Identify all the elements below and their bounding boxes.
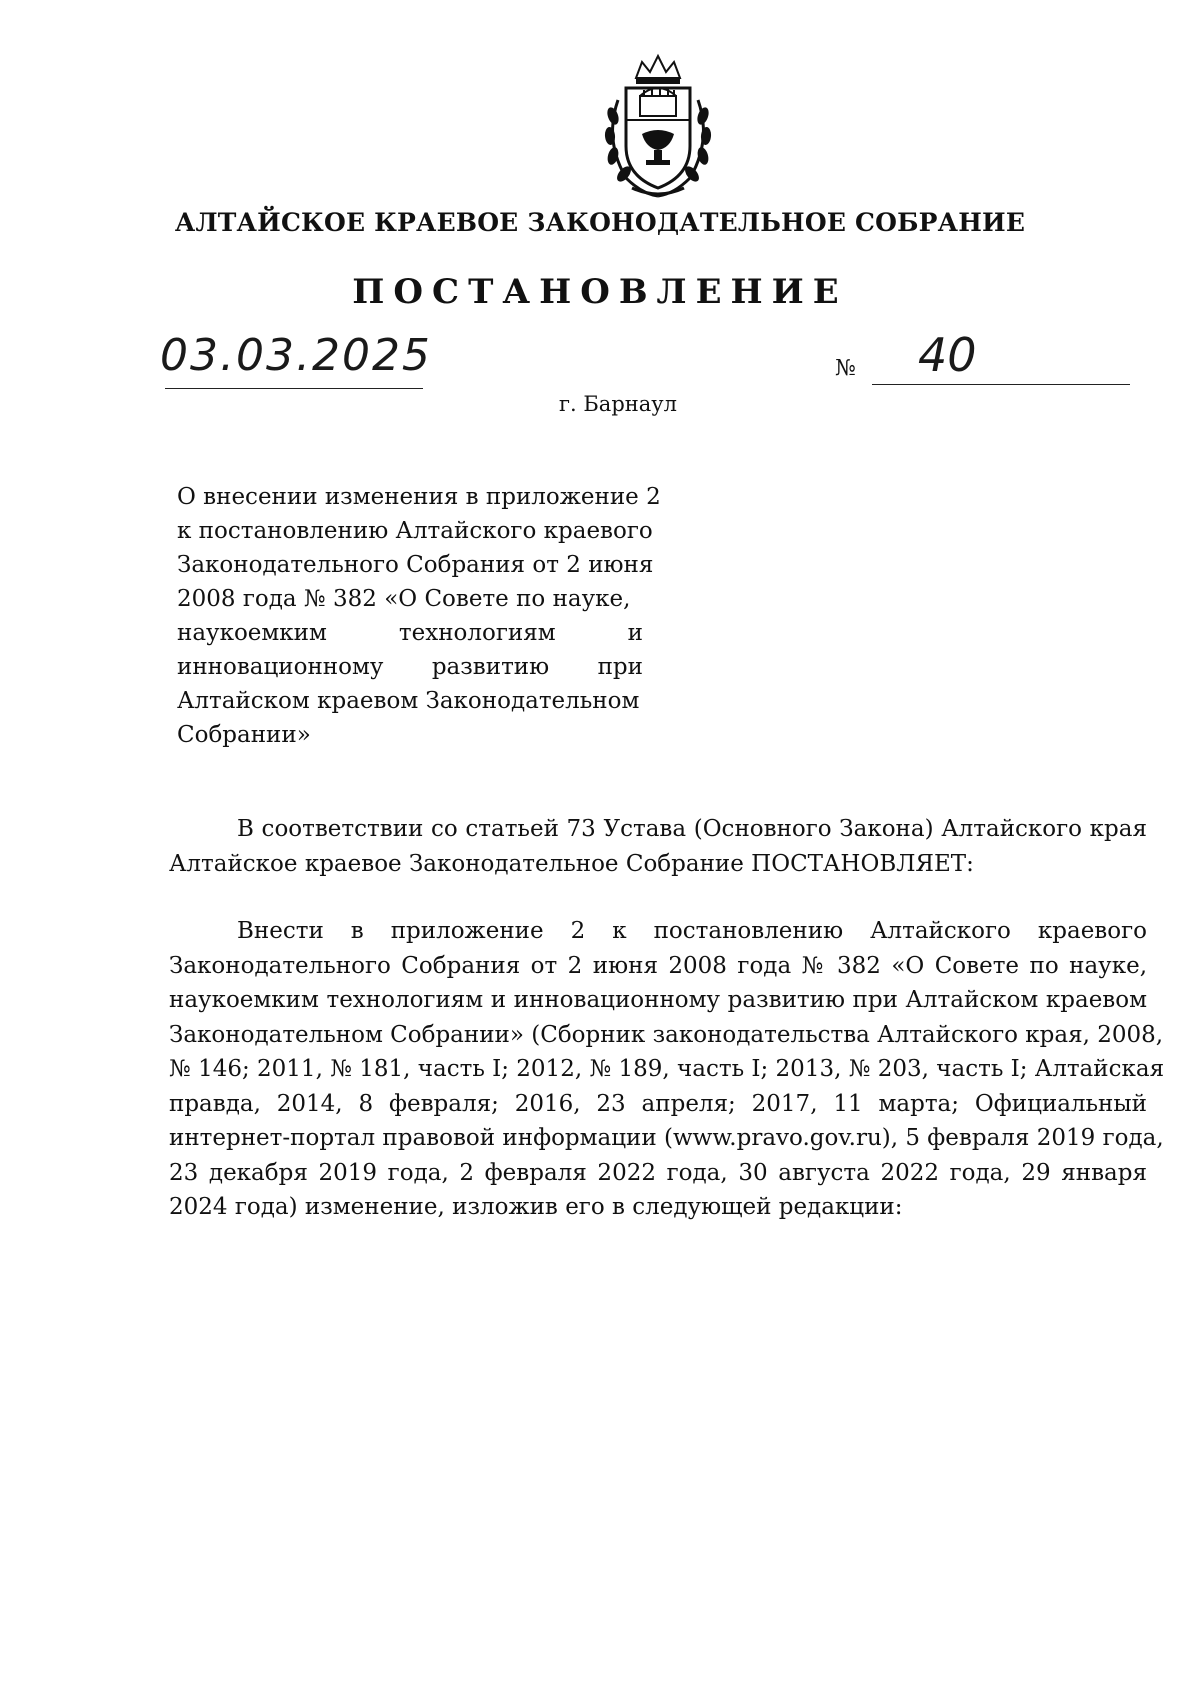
paragraph-line: интернет-портал правовой информации (www.pravo.gov.ru), 5 февраля 2019 года, (169, 1125, 1164, 1151)
subject-line: Собрании» (177, 722, 311, 748)
subject-word: развитию (431, 654, 550, 680)
handwritten-date: 03.03.2025 (160, 330, 432, 381)
paragraph-line: правда, 2014, 8 февраля; 2016, 23 апреля; 2017, 11 марта; Официальный (169, 1090, 1147, 1117)
city-label: г. Барнаул (559, 392, 677, 416)
paragraph-line: Алтайское краевое Законодательное Собрание ПОСТАНОВЛЯЕТ: (169, 850, 974, 877)
handwritten-number: 40 (918, 328, 977, 382)
document-subject (177, 480, 661, 752)
date-underline (165, 388, 423, 389)
paragraph-line: наукоемким технологиям и инновационному развитию при Алтайском краевом (169, 987, 1147, 1013)
paragraph-line: Законодательного Собрания от 2 июня 2008 года № 382 «О Совете по науке, (169, 952, 1147, 979)
paragraph-line: Внести в приложение 2 к постановлению Алтайского краевого (237, 918, 1147, 944)
subject-line (177, 650, 643, 684)
resolution-paragraph (169, 914, 1165, 1225)
subject-word: и (627, 620, 643, 646)
subject-word: при (597, 654, 643, 680)
organization-name: АЛТАЙСКОЕ КРАЕВОЕ ЗАКОНОДАТЕЛЬНОЕ СОБРАНИЕ (174, 208, 1026, 237)
number-sign: № (835, 356, 856, 381)
document-type-title: ПОСТАНОВЛЕНИЕ (352, 272, 848, 312)
paragraph-line: Законодательном Собрании» (Сборник законодательства Алтайского края, 2008, (169, 1021, 1164, 1048)
subject-line: к постановлению Алтайского краевого (177, 518, 653, 544)
subject-word: инновационному (177, 654, 384, 680)
subject-line: 2008 года № 382 «О Совете по науке, (177, 586, 631, 612)
preamble-paragraph (169, 812, 1147, 881)
paragraph-line: № 146; 2011, № 181, часть I; 2012, № 189, часть I; 2013, № 203, часть I; Алтайская (169, 1056, 1165, 1082)
subject-word: наукоемким (177, 620, 327, 646)
subject-line: О внесении изменения в приложение 2 (177, 484, 661, 510)
paragraph-line: В соответствии со статьей 73 Устава (Основного Закона) Алтайского края (237, 816, 1147, 842)
paragraph-line: 23 декабря 2019 года, 2 февраля 2022 года, 30 августа 2022 года, 29 января (169, 1159, 1147, 1186)
altai-krai-coat-of-arms-icon (596, 50, 720, 200)
subject-word: технологиям (398, 620, 556, 646)
subject-line: Алтайском краевом Законодательном (177, 688, 640, 714)
subject-line: Законодательного Собрания от 2 июня (177, 552, 654, 578)
subject-line (177, 616, 643, 650)
paragraph-line: 2024 года) изменение, изложив его в следующей редакции: (169, 1194, 903, 1220)
number-underline (872, 384, 1130, 385)
